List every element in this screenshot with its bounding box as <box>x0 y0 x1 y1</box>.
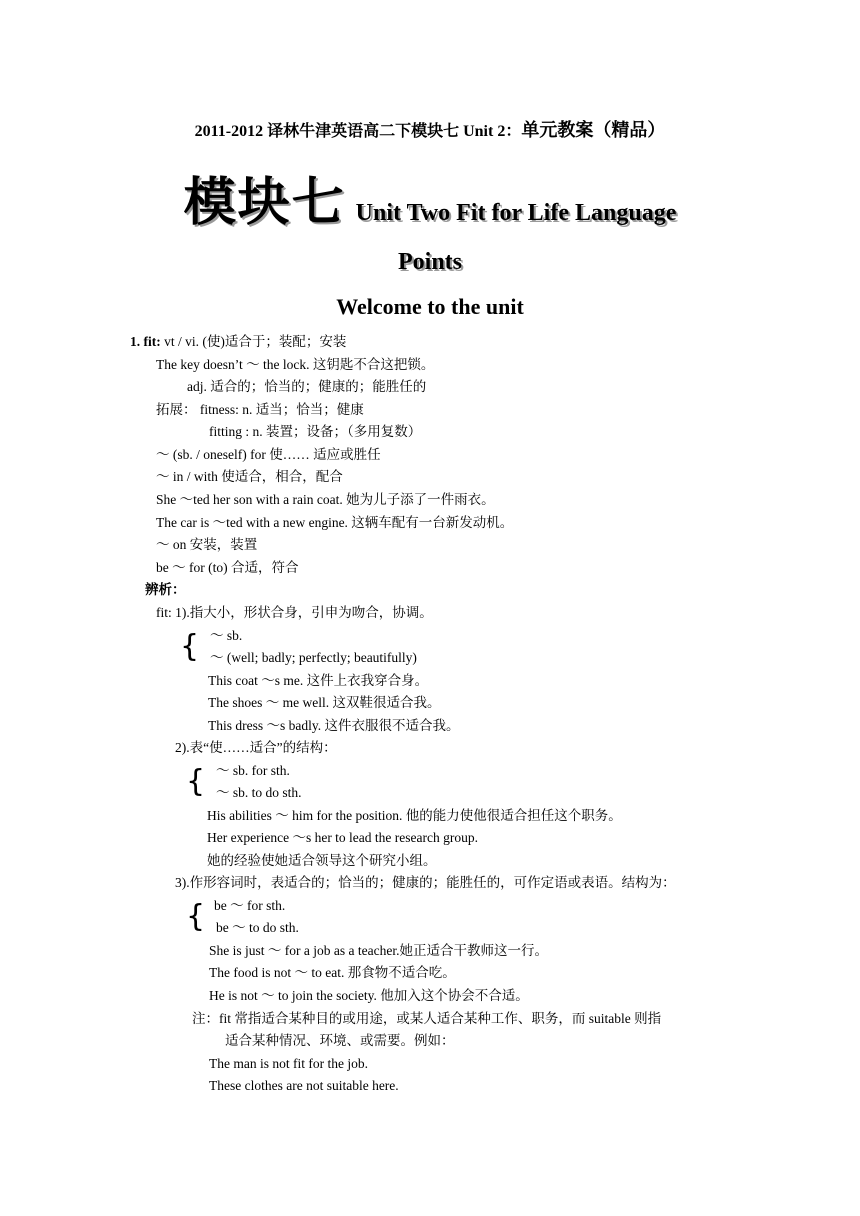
section-title: Welcome to the unit <box>336 294 524 319</box>
text-line: Her experience ～s her to lead the research group. <box>207 830 478 845</box>
entry-number: 1. fit: <box>130 334 161 349</box>
main-heading-english: Unit Two Fit for Life Language <box>355 200 677 226</box>
text-line: adj. 适合的；恰当的；健康的；能胜任的 <box>187 379 427 394</box>
text-line: ～ sb. <box>210 628 243 643</box>
main-heading-line2: Points <box>397 249 462 275</box>
text-line: fitting : n. 装置；设备；（多用复数） <box>209 424 422 439</box>
note-line: 适合某种情况、环境、或需要。例如： <box>225 1033 455 1048</box>
section-label-analysis: 辨析： <box>145 582 186 597</box>
text-line: ～ on 安装，装置 <box>156 537 258 552</box>
text-line: The car is ～ted with a new engine. 这辆车配有一台新发动机。 <box>156 515 514 530</box>
text-line: fit: 1).指大小，形状合身，引申为吻合，协调。 <box>156 605 433 620</box>
text-line: The food is not ～ to eat. 那食物不适合吃。 <box>209 965 456 980</box>
text-line: The shoes ～ me well. 这双鞋很适合我。 <box>208 695 441 710</box>
text-line: These clothes are not suitable here. <box>209 1078 399 1093</box>
text-line: The man is not fit for the job. <box>209 1056 368 1071</box>
text-line: ～ (sb. / oneself) for 使…… 适应或胜任 <box>156 447 381 462</box>
entry-definition: vt / vi. (使)适合于；装配；安装 <box>160 334 347 349</box>
text-line: be ～ for (to) 合适，符合 <box>156 560 299 575</box>
brace-icon: { <box>186 899 206 934</box>
text-line: ～ sb. to do sth. <box>216 785 302 800</box>
text-line: 2).表“使……适合”的结构： <box>175 740 337 755</box>
brace-icon: { <box>186 764 206 799</box>
main-heading-chinese: 模块七 <box>183 173 346 233</box>
text-line: He is not ～ to join the society. 他加入这个协会不合适。 <box>209 988 529 1003</box>
text-line: 拓展： fitness: n. 适当；恰当；健康 <box>156 402 364 417</box>
text-line: ～ sb. for sth. <box>216 763 290 778</box>
text-line: This coat ～s me. 这件上衣我穿合身。 <box>208 673 429 688</box>
text-line: be ～ for sth. <box>214 898 286 913</box>
text-line: ～ (well; badly; perfectly; beautifully) <box>210 650 417 665</box>
document-title-suffix: 单元教案（精品） <box>521 120 666 140</box>
text-line: She is just ～ for a job as a teacher.她正适合干教师这一行。 <box>209 943 548 958</box>
text-line: This dress ～s badly. 这件衣服很不适合我。 <box>208 718 460 733</box>
document-title <box>0 116 860 142</box>
text-line: 3).作形容词时，表适合的；恰当的；健康的；能胜任的，可作定语或表语。结构为： <box>175 875 676 890</box>
entry-fit <box>130 333 346 351</box>
document-title-prefix: 2011-2012 译林牛津英语高二下模块七 Unit 2： <box>194 123 522 140</box>
text-line: His abilities ～ him for the position. 他的能力使他很适合担任这个职务。 <box>207 808 622 823</box>
text-line: The key doesn’t ～ the lock. 这钥匙不合这把锁。 <box>156 357 435 372</box>
text-line: She ～ted her son with a rain coat. 她为儿子添了一件雨衣。 <box>156 492 495 507</box>
text-line: 她的经验使她适合领导这个研究小组。 <box>207 853 437 868</box>
text-line: ～ in / with 使适合，相合，配合 <box>156 469 343 484</box>
brace-icon: { <box>180 629 200 664</box>
main-heading <box>0 160 860 235</box>
text-line: be ～ to do sth. <box>216 920 299 935</box>
note-line: 注：fit 常指适合某种目的或用途，或某人适合某种工作、职务，而 suitable 则指 <box>192 1011 662 1026</box>
